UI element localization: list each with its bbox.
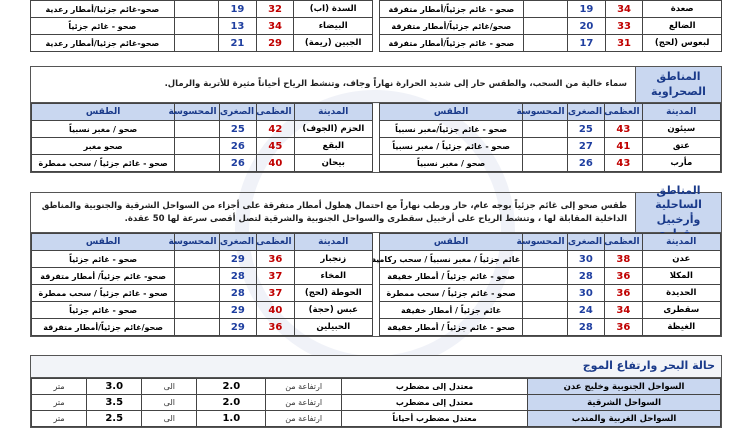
table-row [32,138,373,155]
min-temp-cell: 13 [219,18,257,35]
table-row [380,251,721,268]
feel-cell [523,138,567,155]
feel-cell [523,155,567,172]
coast-name-cell: السواحل الجنوبية وخليج عدن [528,379,721,395]
desert-right-table [379,103,721,172]
max-temp-cell: 34 [605,302,643,319]
table-row [32,268,373,285]
feel-cell [523,121,567,138]
col-feel: المحسوسة [523,104,567,121]
col-max: العظمى [605,234,643,251]
min-temp-cell: 26 [567,155,605,172]
table-row [380,268,721,285]
city-cell: بيحان [294,155,372,172]
weather-cell: صحو / مغبر نسبياً [32,121,175,138]
city-cell: الضالع [643,18,722,35]
min-temp-cell: 26 [219,155,257,172]
table-row [380,155,721,172]
feel-cell [523,268,567,285]
table-header-row [380,234,721,251]
city-cell: السدة (اب) [294,1,373,18]
feel-cell [523,319,567,336]
max-temp-cell: 36 [257,251,295,268]
col-weather: الطقس [380,234,523,251]
table-row [32,379,721,395]
city-cell: المخاء [294,268,372,285]
table-row [31,18,373,35]
col-feel: المحسوسة [175,234,219,251]
feel-cell [175,285,219,302]
unit-cell: متر [32,411,87,427]
coast-right-table [371,233,721,336]
max-temp-cell: 43 [605,155,643,172]
top-right-rows [379,0,722,52]
col-feel: المحسوسة [175,104,219,121]
city-cell: مأرب [642,155,720,172]
city-cell: الحوطة (لحج) [294,285,372,302]
unit-cell: متر [32,395,87,411]
weather-cell: صحو - غائم جزئياً/مغبر نسبياً [380,121,523,138]
coast-name-cell: السواحل الغربية والمندب [528,411,721,427]
to-label-cell: الى [142,411,197,427]
min-temp-cell: 29 [219,302,257,319]
from-label-cell: ارتفاعة من [266,379,342,395]
table-row [380,121,721,138]
city-cell: عبس (حجة) [294,302,372,319]
max-temp-cell: 33 [605,18,643,35]
max-temp-cell: 34 [605,1,643,18]
weather-cell: صحو/غائم جزئياً/أمطار متفرقة [380,18,524,35]
coast-left-grid [31,233,373,336]
unit-cell: متر [32,379,87,395]
min-temp-cell: 28 [219,285,257,302]
min-temp-cell: 21 [219,35,257,52]
wave-to-cell: 3.5 [87,395,142,411]
min-temp-cell: 24 [567,302,605,319]
city-cell: عتق [642,138,720,155]
min-temp-cell: 28 [567,319,605,336]
city-cell: البقع [294,138,372,155]
region-description: طقس صحو إلى غائم جزئياً بوجه عام، حار ورطب نهاراً مع احتمال هطول أمطار متفرقة على أجزاء من السواحل الشرقية والجنوبية والمناطق الداخلية المقابلة لها ، وتنشط الرياح على أرخبيل سقطرى والسواحل الجنوبية والشرقية لتصل أقصى سرعة لها 50 عقدة. [41,201,627,224]
from-label-cell: ارتفاعة من [266,411,342,427]
feel-cell [523,35,567,52]
feel-cell [523,285,567,302]
weather-cell: صحو - غائم جزئياً [32,251,175,268]
max-temp-cell: 37 [257,285,295,302]
min-temp-cell: 30 [567,251,605,268]
weather-cell: صحو - غائم جزئياً / سحب ممطرة [32,285,175,302]
weather-cell: صحو / مغبر نسبياً [380,155,523,172]
feel-cell [175,251,219,268]
city-cell: الحديدة [642,285,720,302]
max-temp-cell: 38 [605,251,643,268]
weather-cell: صحو - غائم جزئياً [32,302,175,319]
min-temp-cell: 30 [567,285,605,302]
top-right-table [379,0,722,52]
max-temp-cell: 32 [256,1,294,18]
min-temp-cell: 27 [567,138,605,155]
city-cell: الغيظة [642,319,720,336]
col-weather: الطقس [380,104,523,121]
wave-from-cell: 2.0 [197,395,266,411]
feel-cell [523,251,567,268]
max-temp-cell: 34 [256,18,294,35]
max-temp-cell: 36 [605,285,643,302]
desert-right-grid [379,103,721,172]
desert-region [30,66,722,173]
table-row [32,319,373,336]
table-row [380,18,722,35]
city-cell: الحزم (الجوف) [294,121,372,138]
max-temp-cell: 40 [257,302,295,319]
to-label-cell: الى [142,395,197,411]
city-cell: سقطرى [642,302,720,319]
col-min: الصغرى [219,234,257,251]
table-row [32,302,373,319]
col-min: الصغرى [567,104,605,121]
max-temp-cell: 37 [257,268,295,285]
weather-cell: غائم جزئياً / أمطار خفيفة [380,302,523,319]
feel-cell [175,268,219,285]
max-temp-cell: 36 [605,268,643,285]
sea-state-section [30,355,722,428]
max-temp-cell: 43 [605,121,643,138]
table-row [380,1,722,18]
max-temp-cell: 45 [257,138,295,155]
max-temp-cell: 41 [605,138,643,155]
sea-state-cell: معتدل إلى مضطرب [342,395,528,411]
table-row [380,35,722,52]
min-temp-cell: 28 [219,268,257,285]
highland-continuation [30,0,722,52]
col-min: الصغرى [219,104,257,121]
to-label-cell: الى [142,379,197,395]
weather-cell: غائم جزئياً / مغبر نسبياً / سحب ركامية [380,251,523,268]
min-temp-cell: 25 [567,121,605,138]
min-temp-cell: 19 [568,1,606,18]
table-row [31,1,373,18]
table-header-row [380,104,721,121]
weather-cell: صحو - غائم جزئياً / سحب ممطرة [32,155,175,172]
from-label-cell: ارتفاعة من [266,395,342,411]
col-max: العظمى [257,104,295,121]
city-cell: زنجبار [294,251,372,268]
feel-cell [523,1,567,18]
coast-left-table [31,233,373,336]
feel-cell [523,18,567,35]
col-city: المدينة [294,104,372,121]
table-row [380,319,721,336]
max-temp-cell: 36 [605,319,643,336]
col-min: الصغرى [567,234,605,251]
desert-left-grid [31,103,373,172]
region-title: المناطق الصحراوية [635,67,721,102]
region-title: المناطق الساحلية وأرخبيل [635,193,721,232]
weather-cell: صحو - غائم جزئياً [31,18,175,35]
top-left-rows [30,0,373,52]
wave-from-cell: 2.0 [197,379,266,395]
min-temp-cell: 19 [219,1,257,18]
weather-cell: صحو-غائم جزئيا/أمطار رعدية [31,35,175,52]
feel-cell [175,138,219,155]
weather-cell: صحو - غائم جزئياً / مغبر نسبياً [380,138,523,155]
feel-cell [174,18,218,35]
region-description: سماء خالية من السحب، والطقس حار إلى شديد الحرارة نهاراً وجاف، وتنشط الرياح أحياناً مثيرة للأتربة والرمال. [164,79,627,90]
table-header-row [32,104,373,121]
feel-cell [175,319,219,336]
min-temp-cell: 26 [219,138,257,155]
col-weather: الطقس [32,234,175,251]
max-temp-cell: 31 [605,35,643,52]
wave-from-cell: 1.0 [197,411,266,427]
min-temp-cell: 25 [219,121,257,138]
col-city: المدينة [294,234,372,251]
weather-cell: صحو - غائم جزئياً/أمطار متفرقة [380,35,524,52]
min-temp-cell: 29 [219,319,257,336]
table-row [32,155,373,172]
sea-state-table [31,378,721,427]
min-temp-cell: 29 [219,251,257,268]
city-cell: الجبين (ريمة) [294,35,373,52]
feel-cell [174,35,218,52]
col-weather: الطقس [32,104,175,121]
weather-cell: صحو - غائم جزئياً/أمطار متفرقة [380,1,524,18]
desert-left-table [31,103,373,172]
city-cell: المكلا [642,268,720,285]
feel-cell [175,155,219,172]
table-row [380,138,721,155]
feel-cell [523,302,567,319]
weather-cell: صحو-غائم جزئيا/أمطار رعدية [31,1,175,18]
city-cell: سيئون [642,121,720,138]
coast-name-cell: السواحل الشرقية [528,395,721,411]
coastal-region [30,183,722,337]
city-cell: الحبيلين [294,319,372,336]
min-temp-cell: 17 [568,35,606,52]
city-cell: البيضاء [294,18,373,35]
table-row [32,395,721,411]
coast-right-grid [371,233,721,336]
table-row [32,411,721,427]
max-temp-cell: 42 [257,121,295,138]
city-cell: لبعوس (لحج) [643,35,722,52]
min-temp-cell: 20 [568,18,606,35]
col-city: المدينة [642,234,720,251]
table-row [32,285,373,302]
sea-state-cell: معتدل مضطرب أحياناً [342,411,528,427]
max-temp-cell: 36 [257,319,295,336]
weather-cell: صحو - غائم جزئياً / أمطار خفيفة [380,268,523,285]
wave-to-cell: 2.5 [87,411,142,427]
weather-cell: صحو- غائم جزئياً/ أمطار متفرقة [32,268,175,285]
weather-cell: صحو - غائم جزئياً / أمطار خفيفة [380,319,523,336]
table-header-row [32,234,373,251]
feel-cell [175,302,219,319]
wave-to-cell: 3.0 [87,379,142,395]
min-temp-cell: 28 [567,268,605,285]
city-cell: صعدة [643,1,722,18]
table-row [31,35,373,52]
feel-cell [174,1,218,18]
col-max: العظمى [605,104,643,121]
table-row [32,121,373,138]
table-row [380,285,721,302]
weather-cell: صحو/غائم جزئياً/أمطار متفرقة [32,319,175,336]
max-temp-cell: 29 [256,35,294,52]
table-row [32,251,373,268]
col-feel: المحسوسة [523,234,567,251]
city-cell: عدن [642,251,720,268]
sea-state-cell: معتدل إلى مضطرب [342,379,528,395]
sea-state-title: حالة البحر وارتفاع الموج [31,356,721,378]
table-row [380,302,721,319]
max-temp-cell: 40 [257,155,295,172]
weather-cell: صحو - غائم جزئياً / سحب ممطرة [380,285,523,302]
weather-cell: صحو مغبر [32,138,175,155]
col-max: العظمى [257,234,295,251]
feel-cell [175,121,219,138]
col-city: المدينة [642,104,720,121]
top-left-table [30,0,373,52]
